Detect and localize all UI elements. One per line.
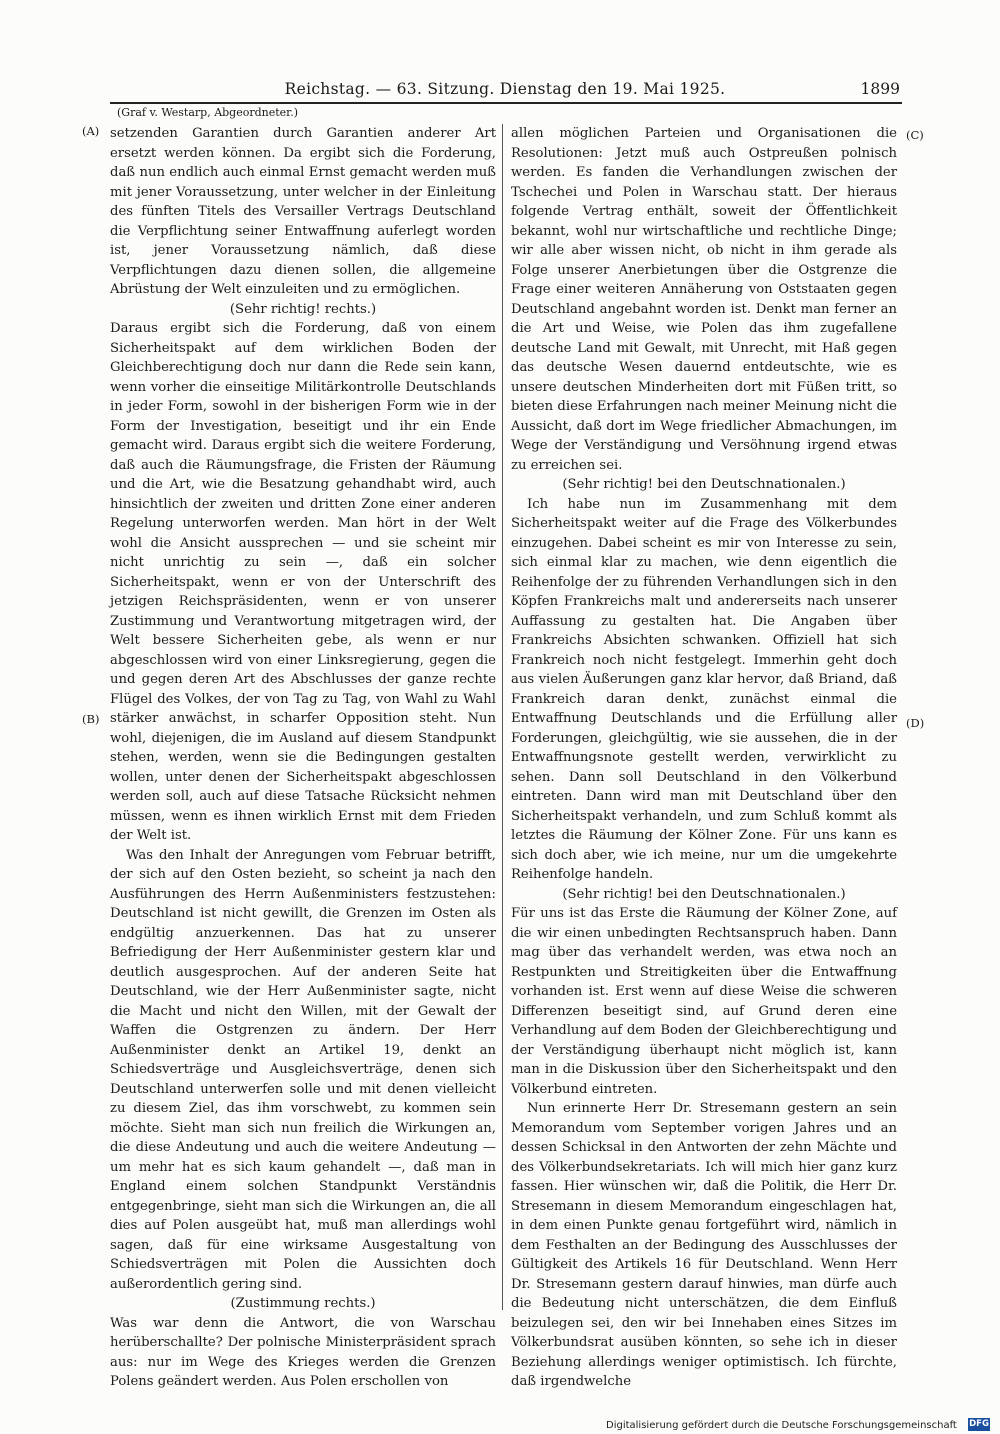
interjection: (Zustimmung rechts.)	[230, 1296, 376, 1311]
paragraph: Was den Inhalt der Anregungen vom Februar betrifft, der sich auf den Osten bezieht, so scheint ja nach den Ausführungen des Herrn Außenministers festzustehen: Deutschland ist nicht gewillt, die Grenzen im Osten als endgültig anzuerkennen. Das hat zu unserer Befriedigung der Herr Außenminister gestern klar und deutlich ausgesprochen. Auf der anderen Seite hat Deutschland, wie der Herr Außenminister sagte, nicht die Macht und nicht den Willen, mit der Gewalt der Waffen die Ostgrenzen zu ändern. Der Herr Außenminister denkt an Artikel 19, denkt an Schiedsverträge und Ausgleichsverträge, denen sich Deutschland unterwerfen solle und mit denen vielleicht zu diesem Ziel, das ihm vorschwebt, zu kommen sein möchte. Sieht man sich nun freilich die Wirkungen an, die diese Andeutung und auch die weitere Andeutung — um mehr hat es sich kaum gehandelt —, daß man in England einem solchen Standpunkt Verständnis entgegenbringe, sieht man sich die Wirkungen an, die all dies auf Polen ausgeübt hat, muß man allerdings wohl sagen, daß für eine wirksame Ausgestaltung von Schiedsverträgen mit Polen die Aussichten doch außerordentlich gering sind.	[110, 847, 496, 1292]
header-rule	[110, 102, 902, 104]
margin-marker-d: (D)	[906, 716, 925, 730]
paragraph: Was war denn die Antwort, die von Warschau herüberschallte? Der polnische Ministerpräsident sprach aus: nur im Wege des Krieges werden die Grenzen Polens geändert werden. Aus Polen erschollen von	[110, 1315, 496, 1389]
running-header	[110, 80, 900, 102]
speaker-line: (Graf v. Westarp, Abgeordneter.)	[117, 106, 299, 119]
paragraph: Ich habe nun im Zusammenhang mit dem Sicherheitspakt weiter auf die Frage des Völkerbundes einzugehen. Dabei scheint es mir von Interesse zu sein, sich einmal klar zu machen, wie denn eigentlich die Reihenfolge der zu führenden Verhandlungen sich in den Köpfen Frankreichs malt und andererseits nach unserer Auffassung zu gestalten hat. Die Angaben über Frankreichs Absichten schwanken. Offiziell hat sich Frankreich noch nicht festgelegt. Immerhin geht doch aus vielen Äußerungen ganz klar hervor, daß Briand, daß Frankreich daran denkt, zunächst einmal die Entwaffnung Deutschlands und die Erfüllung aller Forderungen, gleichgültig, wie sie aussehen, die in der Entwaffnungsnote gestellt werden, verwirklicht zu sehen. Dann soll Deutschland in den Völkerbund eintreten. Dann wird man mit Deutschland über den Sicherheitspakt verhandeln, und zum Schluß kommt als letztes die Räumung der Kölner Zone. Für uns kann es sich doch aber, wie ich meine, nur um die umgekehrte Reihenfolge handeln.	[511, 496, 897, 882]
paragraph: Für uns ist das Erste die Räumung der Kölner Zone, auf die wir einen unbedingten Rechtsanspruch haben. Dann mag über das verhandelt werden, was etwa noch an Restpunkten und Streitigkeiten über die Entwaffnung vorhanden ist. Erst wenn auf diese Weise die schweren Differenzen beseitigt sind, auf Grund deren eine Verhandlung auf dem Boden der Gleichberechtigung und der Verständigung überhaupt nicht möglich ist, kann man in die Diskussion über den Sicherheitspakt und den Völkerbund eintreten.	[511, 906, 897, 1097]
dfg-logo: DFG	[969, 1419, 989, 1429]
left-column	[110, 124, 496, 1392]
funding-note: Digitalisierung gefördert durch die Deutsche Forschungsgemeinschaft	[606, 1420, 957, 1431]
running-title: Reichstag. — 63. Sitzung. Dienstag den 19. Mai 1925.	[284, 80, 726, 98]
margin-marker-a: (A)	[82, 124, 100, 138]
interjection: (Sehr richtig! rechts.)	[229, 301, 377, 317]
column-divider	[502, 124, 503, 1310]
page-number: 1899	[860, 80, 900, 98]
margin-marker-c: (C)	[906, 128, 924, 142]
paragraph: Nun erinnerte Herr Dr. Stresemann gestern an sein Memorandum vom September vorigen Jahres und an dessen Schicksal in den Antworten der zehn Mächte und des Völkerbundsekretariats. Ich will mich hier ganz kurz fassen. Hier wünschen wir, daß die Politik, die Herr Dr. Stresemann in diesem Memorandum eingeschlagen hat, in dem einen Punkte genau fortgeführt wird, nämlich in dem Festhalten an der Bedingung des Ausschlusses der Gültigkeit des Artikels 16 für Deutschland. Wenn Herr Dr. Stresemann gestern darauf hinwies, man dürfe auch die Bedeutung nicht unterschätzen, die dem Einfluß beizulegen sei, den wir bei Innehaben eines Sitzes im Völkerbundsrat ausüben könnten, so sehe ich in dieser Beziehung allerdings weniger optimistisch. Ich fürchte, daß irgendwelche	[511, 1101, 897, 1389]
interjection: (Sehr richtig! bei den Deutschnationalen.)	[562, 477, 846, 492]
paragraph: setzenden Garantien durch Garantien anderer Art ersetzt werden können. Da ergibt sich die Forderung, daß nun endlich auch einmal Ernst gemacht werden muß mit jener Voraussetzung, unter welcher in der Einleitung des fünften Titels des Versailler Vertrags Deutschland die Verpflichtung seiner Entwaffnung auferlegt worden ist, jener Voraussetzung nämlich, daß diese Verpflichtungen dazu dienen sollen, die allgemeine Abrüstung der Welt einzuleiten und zu ermöglichen.	[110, 126, 496, 297]
paragraph: allen möglichen Parteien und Organisationen die Resolutionen: Jetzt muß auch Ostpreußen polnisch werden. Es fanden die Verhandlungen zwischen der Tschechei und Polen in Warschau statt. Der hieraus folgende Vertrag enthält, soweit der Öffentlichkeit bekannt, wohl nur wirtschaftliche und rechtliche Dinge; wir alle aber wissen nicht, ob nicht in ihm gerade als Folge unserer Anerbietungen über die Ostgrenze die Frage einer weiteren Annäherung von Oststaaten gegen Deutschland angebahnt worden ist. Denkt man ferner an die Art und Weise, wie Polen das ihm zugefallene deutsche Land mit Gewalt, mit Unrecht, mit Haß gegen das deutsche Wesen dauernd entdeutschte, wie es unsere deutschen Minderheiten dort mit Füßen tritt, so bieten diese Erfahrungen nach meiner Meinung nicht die Aussicht, daß dort im Wege friedlicher Abmachungen, im Wege der Verständigung und Versöhnung irgend etwas zu erreichen sei.	[511, 126, 897, 473]
right-column	[511, 124, 897, 1392]
paragraph: Daraus ergibt sich die Forderung, daß von einem Sicherheitspakt auf dem wirklichen Boden der Gleichberechtigung doch nur dann die Rede sein kann, wenn vorher die einseitige Militärkontrolle Deutschlands in jeder Form, sowohl in der bisherigen Form wie in der Form der Investigation, beseitigt und ihr ein Ende gemacht wird. Daraus ergibt sich die weitere Forderung, daß auch die Räumungsfrage, die Fristen der Räumung und die Art, wie die Besatzung gehandhabt wird, auch hinsichtlich der zweiten und dritten Zone einer anderen Regelung unterworfen werden. Man hört in der Welt wohl die Ansicht aussprechen — und sie scheint mir nicht unrichtig zu sein —, daß ein solcher Sicherheitspakt, wenn er von der Unterschrift des jetzigen Reichspräsidenten, wenn er von unserer Zustimmung und Verantwortung mitgetragen wird, der Welt bessere Sicherheiten gebe, als wenn er nur abgeschlossen wird von einer Linksregierung, gegen die und gegen deren Art des Abschlusses der ganze rechte Flügel des Volkes, der von Tag zu Tag, von Wahl zu Wahl stärker anwächst, in scharfer Opposition steht. Nun wohl, diejenigen, die im Ausland auf diesem Standpunkt stehen, werden, wenn sie die Bedingungen gestalten wollen, unter denen der Sicherheitspakt abgeschlossen werden soll, auch auf diese Tatsache Rücksicht nehmen müssen, wenn es ihnen wirklich Ernst mit dem Frieden der Welt ist.	[110, 321, 496, 843]
margin-marker-b: (B)	[82, 712, 100, 726]
interjection: (Sehr richtig! bei den Deutschnationalen.)	[562, 886, 846, 902]
